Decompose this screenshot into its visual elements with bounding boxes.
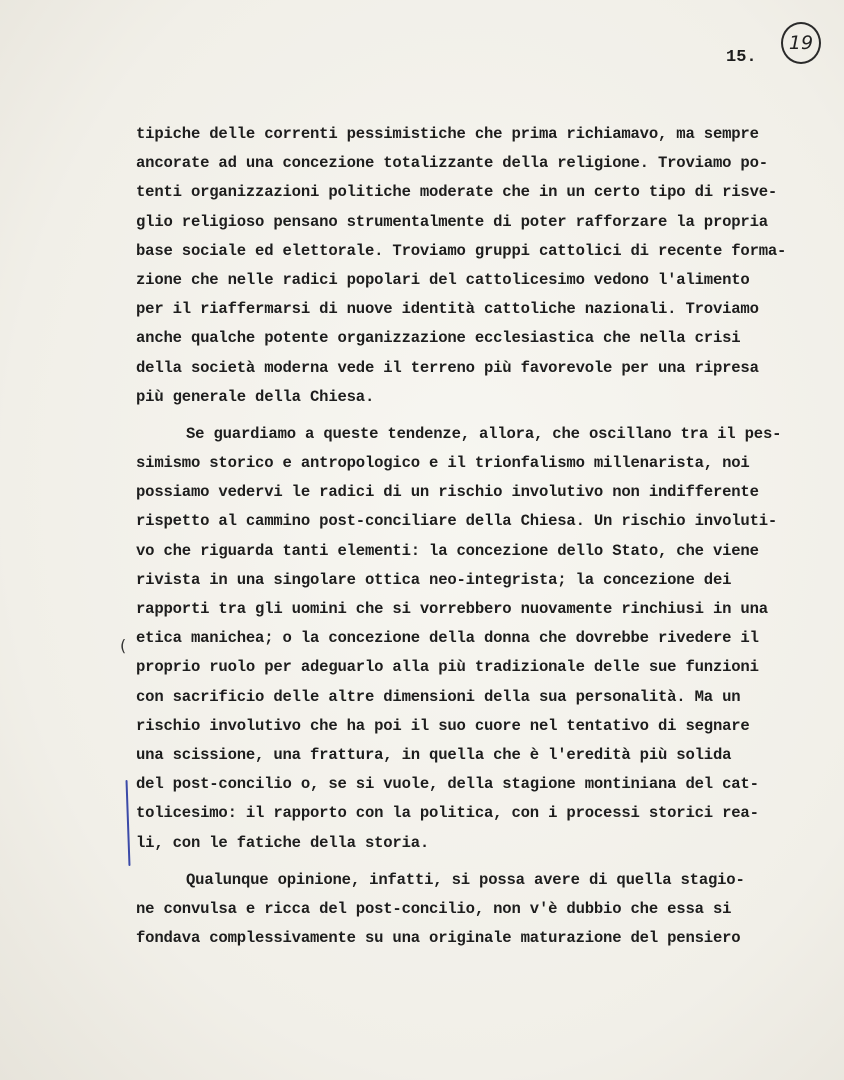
- text-line: base sociale ed elettorale. Troviamo gruppi cattolici di recente forma-: [136, 241, 787, 260]
- text-line: della società moderna vede il terreno più favorevole per una ripresa: [136, 358, 759, 377]
- text-line: li, con le fatiche della storia.: [136, 833, 430, 852]
- paragraph-1: [136, 120, 826, 412]
- text-line: Qualunque opinione, infatti, si possa avere di quella stagio-: [186, 870, 745, 889]
- text-line: ancorate ad una concezione totalizzante della religione. Troviamo po-: [136, 154, 768, 173]
- text-line: una scissione, una frattura, in quella che è l'eredità più solida: [136, 745, 732, 764]
- text-line: rivista in una singolare ottica neo-integrista; la concezione dei: [136, 570, 732, 589]
- text-line: rispetto al cammino post-conciliare della Chiesa. Un rischio involuti-: [136, 512, 778, 531]
- text-line: proprio ruolo per adeguarlo alla più tradizionale delle sue funzioni: [136, 658, 759, 677]
- body-text: [136, 120, 826, 953]
- text-line: simismo storico e antropologico e il trionfalismo millenarista, noi: [136, 454, 750, 473]
- archive-watermark: [0, 985, 200, 1055]
- text-line: del post-concilio o, se si vuole, della stagione montiniana del cat-: [136, 775, 759, 794]
- text-line: per il riaffermarsi di nuove identità cattoliche nazionali. Troviamo: [136, 300, 759, 319]
- text-line: vo che riguarda tanti elementi: la concezione dello Stato, che viene: [136, 541, 759, 560]
- text-line: più generale della Chiesa.: [136, 387, 375, 406]
- text-line: anche qualche potente organizzazione ecclesiastica che nella crisi: [136, 329, 741, 348]
- text-line: zione che nelle radici popolari del cattolicesimo vedono l'alimento: [136, 270, 750, 289]
- paragraph-2: [136, 420, 826, 858]
- stamp-number: 19: [788, 32, 814, 54]
- page-number: 15.: [726, 48, 757, 67]
- text-line: glio religioso pensano strumentalmente di poter rafforzare la propria: [136, 212, 768, 231]
- text-line: tipiche delle correnti pessimistiche che prima richiamavo, ma sempre: [136, 125, 759, 143]
- text-line: tolicesimo: il rapporto con la politica, con i processi storici rea-: [136, 804, 759, 823]
- text-line: rischio involutivo che ha poi il suo cuore nel tentativo di segnare: [136, 716, 750, 735]
- text-line: Se guardiamo a queste tendenze, allora, che oscillano tra il pes-: [186, 424, 782, 443]
- text-line: tenti organizzazioni politiche moderate che in un certo tipo di risve-: [136, 183, 778, 202]
- text-line: rapporti tra gli uomini che si vorrebbero nuovamente rinchiusi in una: [136, 600, 768, 618]
- margin-annotation-line: [125, 780, 130, 866]
- handwritten-page-stamp: [781, 22, 821, 64]
- text-line: ne convulsa e ricca del post-concilio, non v'è dubbio che essa si: [136, 899, 732, 918]
- text-line: fondava complessivamente su una originale maturazione del pensiero: [136, 929, 741, 948]
- paragraph-3: [136, 866, 826, 954]
- margin-annotation-mark: (: [120, 636, 127, 655]
- text-line: possiamo vedervi le radici di un rischio involutivo non indifferente: [136, 483, 759, 502]
- text-line: con sacrificio delle altre dimensioni della sua personalità. Ma un: [136, 687, 741, 706]
- text-line: etica manichea; o la concezione della donna che dovrebbe rivedere il: [136, 629, 759, 648]
